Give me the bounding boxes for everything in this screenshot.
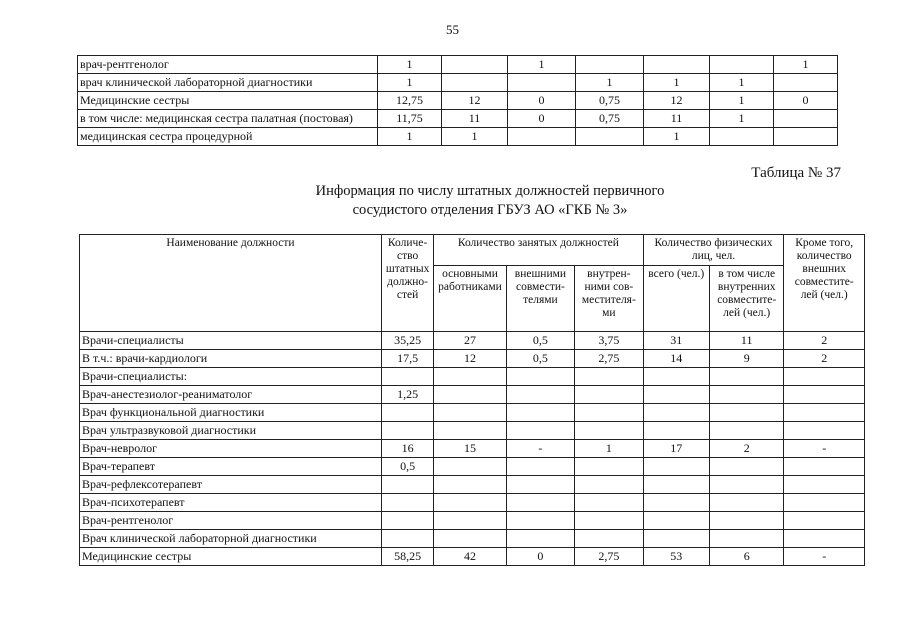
row-label: медицинская сестра процедурной (78, 128, 378, 146)
header-persons-internal: в том числе внутренних совместите- лей (чел.) (709, 266, 783, 332)
row-label: Врач клинической лабораторной диагностики (80, 530, 382, 548)
table-cell: - (506, 440, 574, 458)
table-cell: 42 (434, 548, 506, 566)
table-row (80, 368, 865, 386)
table-row (78, 128, 838, 146)
table-cell: 1 (710, 74, 774, 92)
table-cell: 1,25 (381, 386, 433, 404)
table-cell (709, 530, 783, 548)
table-cell (434, 512, 506, 530)
table-cell (575, 458, 643, 476)
table-cell (709, 386, 783, 404)
table-cell: 1 (576, 74, 644, 92)
table-cell: 11 (442, 110, 508, 128)
table-cell (784, 458, 865, 476)
table-cell (784, 476, 865, 494)
table-cell (442, 74, 508, 92)
table-cell (709, 476, 783, 494)
table-cell (434, 386, 506, 404)
table-cell: 1 (710, 92, 774, 110)
table-cell: 2 (784, 332, 865, 350)
table-cell (709, 458, 783, 476)
row-label: В т.ч.: врачи-кардиологи (80, 350, 382, 368)
table-cell (381, 422, 433, 440)
row-label: Врач-невролог (80, 440, 382, 458)
header-staff-count: Количе- ство штатных должно- стей (381, 235, 433, 332)
header-position: Наименование должности (80, 235, 382, 332)
table-row (80, 332, 865, 350)
table-cell: 9 (709, 350, 783, 368)
table-cell: 12 (644, 92, 710, 110)
table-cell (575, 476, 643, 494)
table-cell: 15 (434, 440, 506, 458)
row-label: Врачи-специалисты (80, 332, 382, 350)
table-cell: 0,75 (576, 110, 644, 128)
table-cell (644, 56, 710, 74)
table-cell (434, 404, 506, 422)
table-cell (575, 386, 643, 404)
row-label: Врач функциональной диагностики (80, 404, 382, 422)
table-cell: - (784, 548, 865, 566)
table-cell: 1 (508, 56, 576, 74)
table-cell: 31 (643, 332, 709, 350)
table-cell (506, 494, 574, 512)
table-cell: 0,5 (506, 350, 574, 368)
table-cell (381, 494, 433, 512)
table-row (80, 422, 865, 440)
table-cell (575, 404, 643, 422)
table-cell (709, 368, 783, 386)
table-cell (709, 404, 783, 422)
table-row (80, 512, 865, 530)
table-cell: 0,5 (381, 458, 433, 476)
top-staffing-table (77, 55, 838, 146)
table-cell (576, 128, 644, 146)
row-label: врач клинической лабораторной диагностики (78, 74, 378, 92)
table-cell (784, 422, 865, 440)
table-cell (643, 476, 709, 494)
row-label: Врачи-специалисты: (80, 368, 382, 386)
table-cell (434, 422, 506, 440)
header-besides: Кроме того, количество внешних совместите- лей (чел.) (784, 235, 865, 332)
table-row (80, 440, 865, 458)
table-cell (506, 368, 574, 386)
table-cell (784, 530, 865, 548)
row-label: Врач-рентгенолог (80, 512, 382, 530)
table-cell: 2 (784, 350, 865, 368)
table-cell: 1 (378, 56, 442, 74)
table-cell: - (784, 440, 865, 458)
table-cell: 0,5 (506, 332, 574, 350)
table-cell (643, 512, 709, 530)
table-cell (381, 512, 433, 530)
table-cell (575, 368, 643, 386)
table-cell (710, 56, 774, 74)
table-cell (381, 530, 433, 548)
table-cell: 1 (644, 128, 710, 146)
table-cell: 1 (710, 110, 774, 128)
table-cell (784, 494, 865, 512)
table-title-line-1: Информация по числу штатных должностей первичного (315, 183, 665, 199)
table-cell (709, 494, 783, 512)
row-label: врач-рентгенолог (78, 56, 378, 74)
table-cell (508, 74, 576, 92)
table-cell: 1 (442, 128, 508, 146)
table-cell: 0 (508, 110, 576, 128)
header-occupied-group: Количество занятых должностей (434, 235, 643, 266)
header-occupied-external: внешними совмести- телями (506, 266, 574, 332)
table-cell: 3,75 (575, 332, 643, 350)
table-row (80, 494, 865, 512)
table-cell: 0 (508, 92, 576, 110)
table-cell (774, 110, 838, 128)
table-cell: 2,75 (575, 350, 643, 368)
table-cell (506, 458, 574, 476)
table-row (78, 74, 838, 92)
header-occupied-main: основными работниками (434, 266, 506, 332)
table-cell (643, 422, 709, 440)
table-row (78, 56, 838, 74)
table-row (80, 386, 865, 404)
table-cell (381, 476, 433, 494)
table-cell: 0,75 (576, 92, 644, 110)
table-cell (576, 56, 644, 74)
table-cell (434, 476, 506, 494)
table-cell: 1 (378, 74, 442, 92)
table-cell (784, 386, 865, 404)
table-cell (709, 512, 783, 530)
table-row (78, 92, 838, 110)
table-cell (709, 422, 783, 440)
table-cell (508, 128, 576, 146)
table-cell: 14 (643, 350, 709, 368)
table-cell (434, 494, 506, 512)
table-cell (784, 404, 865, 422)
table-cell (643, 530, 709, 548)
row-label: Врач-психотерапевт (80, 494, 382, 512)
table-cell (710, 128, 774, 146)
table-title-line-2: сосудистого отделения ГБУЗ АО «ГКБ № 3» (352, 202, 628, 218)
table-cell (784, 512, 865, 530)
table-cell (643, 404, 709, 422)
table-row (80, 458, 865, 476)
table-cell (381, 404, 433, 422)
table-cell (434, 530, 506, 548)
table-cell: 2 (709, 440, 783, 458)
table-cell (506, 404, 574, 422)
table-cell (442, 56, 508, 74)
table-cell: 12 (434, 350, 506, 368)
table-cell (506, 530, 574, 548)
table-cell: 12,75 (378, 92, 442, 110)
row-label: Врач-терапевт (80, 458, 382, 476)
table-cell: 35,25 (381, 332, 433, 350)
table-cell: 17,5 (381, 350, 433, 368)
table-cell (575, 422, 643, 440)
row-label: Врач ультразвуковой диагностики (80, 422, 382, 440)
main-staffing-table (79, 234, 865, 566)
table-cell (643, 368, 709, 386)
table-cell: 1 (774, 56, 838, 74)
page-number: 55 (446, 22, 459, 37)
table-row (80, 350, 865, 368)
table-cell: 58,25 (381, 548, 433, 566)
table-cell: 0 (506, 548, 574, 566)
table-cell: 11 (709, 332, 783, 350)
table-cell (643, 494, 709, 512)
table-row (80, 548, 865, 566)
row-label: в том числе: медицинская сестра палатная (постовая) (78, 110, 378, 128)
table-cell: 2,75 (575, 548, 643, 566)
row-label: Врач-анестезиолог-реаниматолог (80, 386, 382, 404)
table-row (80, 476, 865, 494)
row-label: Врач-рефлексотерапевт (80, 476, 382, 494)
table-cell (381, 368, 433, 386)
table-cell: 1 (575, 440, 643, 458)
table-cell: 1 (378, 128, 442, 146)
table-cell (643, 458, 709, 476)
table-cell: 11 (644, 110, 710, 128)
table-number: Таблица № 37 (751, 165, 841, 181)
table-cell: 27 (434, 332, 506, 350)
table-cell (506, 476, 574, 494)
table-cell (774, 128, 838, 146)
row-label: Медицинские сестры (78, 92, 378, 110)
table-cell: 53 (643, 548, 709, 566)
table-row (78, 110, 838, 128)
table-cell: 16 (381, 440, 433, 458)
table-row (80, 404, 865, 422)
table-row (80, 530, 865, 548)
table-cell: 0 (774, 92, 838, 110)
header-occupied-internal: внутрен- ними сов- местителя- ми (575, 266, 643, 332)
table-cell (506, 386, 574, 404)
table-cell: 11,75 (378, 110, 442, 128)
table-cell (434, 458, 506, 476)
row-label: Медицинские сестры (80, 548, 382, 566)
header-persons-total: всего (чел.) (643, 266, 709, 332)
table-cell: 12 (442, 92, 508, 110)
table-cell (575, 494, 643, 512)
table-title (240, 182, 740, 220)
table-cell (506, 422, 574, 440)
table-cell: 17 (643, 440, 709, 458)
table-cell (784, 368, 865, 386)
table-cell (575, 530, 643, 548)
table-cell: 1 (644, 74, 710, 92)
table-cell (506, 512, 574, 530)
header-persons-group: Количество физических лиц, чел. (643, 235, 784, 266)
table-cell (434, 368, 506, 386)
table-cell (575, 512, 643, 530)
table-cell (774, 74, 838, 92)
table-cell: 6 (709, 548, 783, 566)
table-cell (643, 386, 709, 404)
